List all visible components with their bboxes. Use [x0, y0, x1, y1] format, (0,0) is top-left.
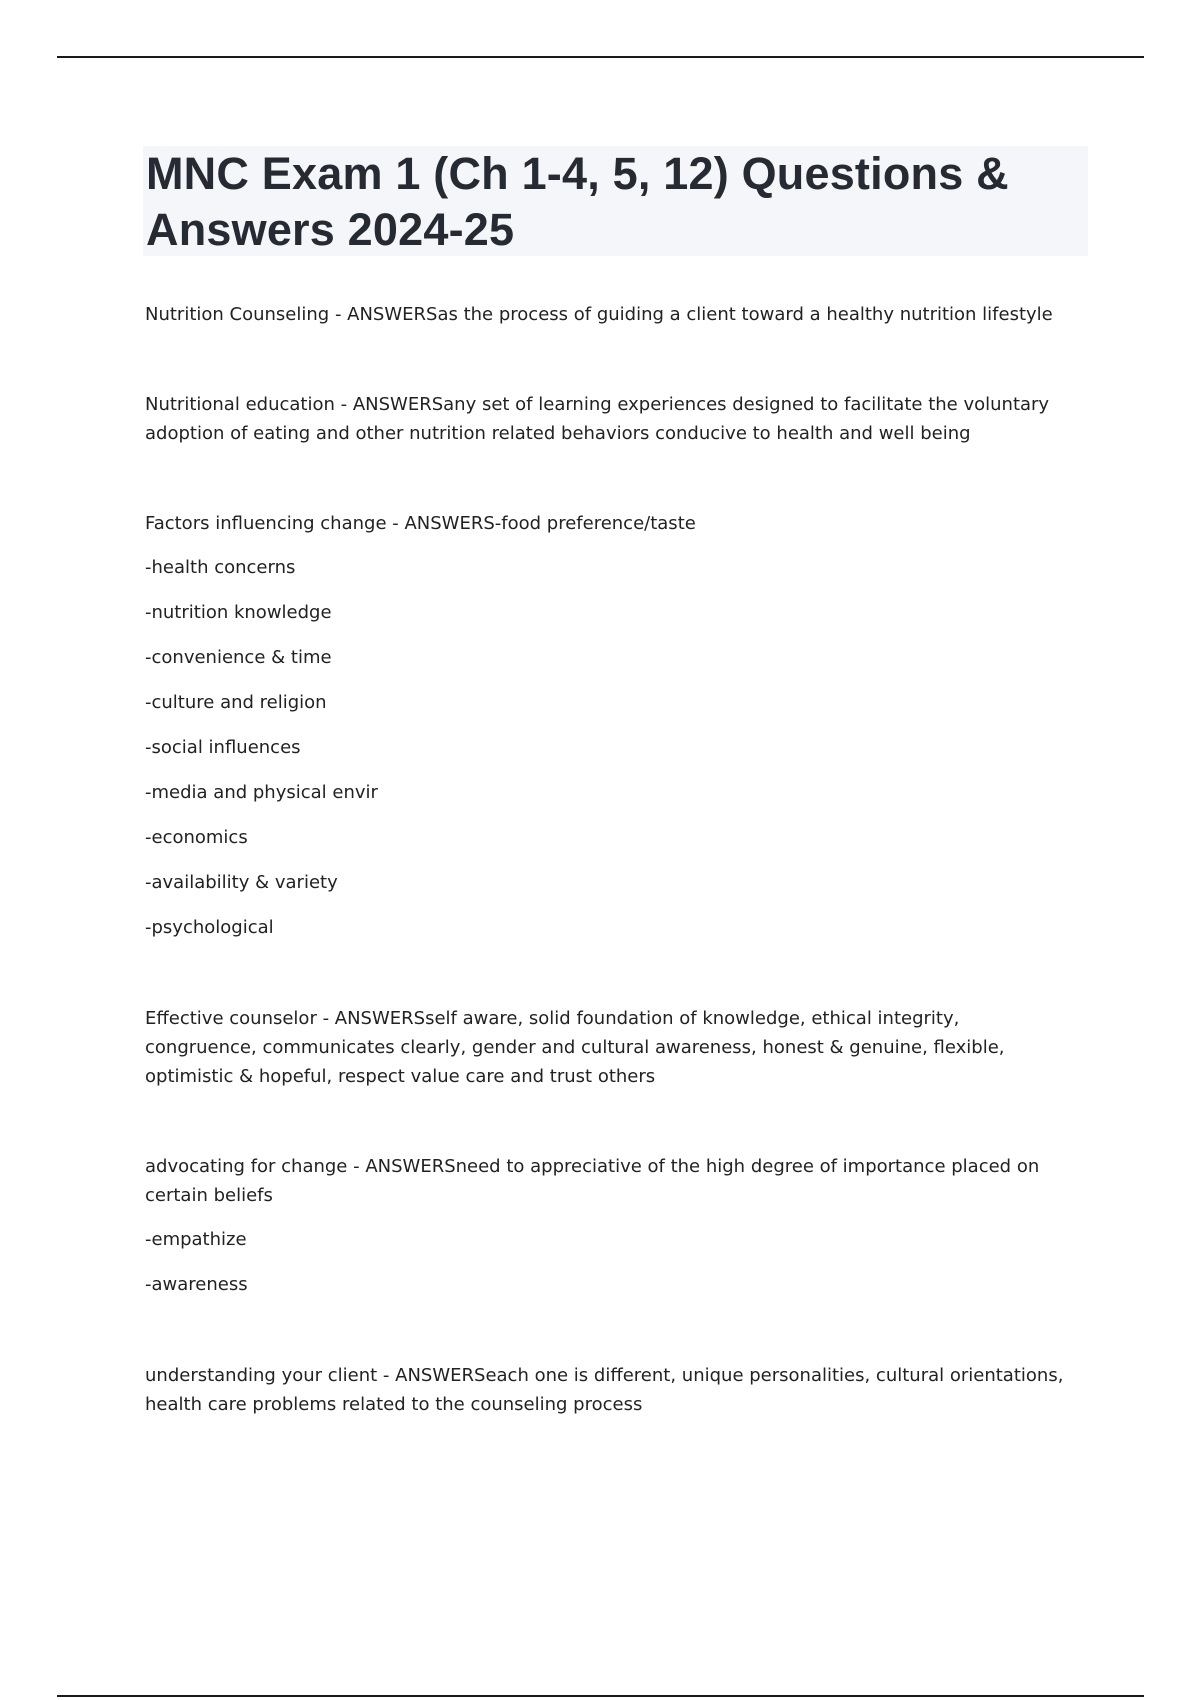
qa-list	[145, 300, 1075, 1419]
document-title: MNC Exam 1 (Ch 1-4, 5, 12) Questions & Answers 2024-25	[146, 148, 1009, 255]
qa-text: Nutritional education - ANSWERSany set of learning experiences designed to facilitate the voluntary adoption of eating and other nutrition related behaviors conducive to health and well being	[145, 394, 1050, 444]
qa-entry-nutritional-education	[145, 390, 1075, 448]
qa-text: understanding your client - ANSWERSeach one is different, unique personalities, cultural orientations, health care problems related to the counseling process	[145, 1365, 1064, 1415]
qa-bullet: -empathize	[145, 1229, 247, 1250]
qa-entry-understanding-your-client	[145, 1361, 1075, 1419]
qa-bullet: -availability & variety	[145, 872, 338, 893]
qa-bullet: -health concerns	[145, 557, 296, 578]
qa-bullet: -nutrition knowledge	[145, 602, 332, 623]
qa-entry-advocating-for-change	[145, 1152, 1075, 1300]
top-rule	[57, 56, 1144, 58]
qa-bullet: -awareness	[145, 1274, 248, 1295]
qa-bullet: -convenience & time	[145, 647, 332, 668]
qa-text: Effective counselor - ANSWERSself aware, solid foundation of knowledge, ethical integrity, congruence, communicates clearly, gender and cultural awareness, honest & genuine, flexible, optimistic & hopeful, respect value care and trust others	[145, 1008, 1005, 1087]
title-band	[143, 146, 1088, 256]
qa-bullet: -media and physical envir	[145, 782, 378, 803]
qa-text: Nutrition Counseling - ANSWERSas the process of guiding a client toward a healthy nutrition lifestyle	[145, 304, 1053, 325]
qa-bullet: -psychological	[145, 917, 274, 938]
qa-text: Factors influencing change - ANSWERS-food preference/taste	[145, 513, 696, 534]
qa-bullet: -social influences	[145, 737, 301, 758]
qa-text: advocating for change - ANSWERSneed to appreciative of the high degree of importance placed on certain beliefs	[145, 1156, 1040, 1206]
qa-bullet: -economics	[145, 827, 248, 848]
qa-entry-nutrition-counseling	[145, 300, 1075, 329]
bottom-rule	[57, 1695, 1144, 1697]
qa-entry-factors-influencing-change	[145, 509, 1075, 943]
qa-bullet: -culture and religion	[145, 692, 327, 713]
qa-entry-effective-counselor	[145, 1004, 1075, 1091]
